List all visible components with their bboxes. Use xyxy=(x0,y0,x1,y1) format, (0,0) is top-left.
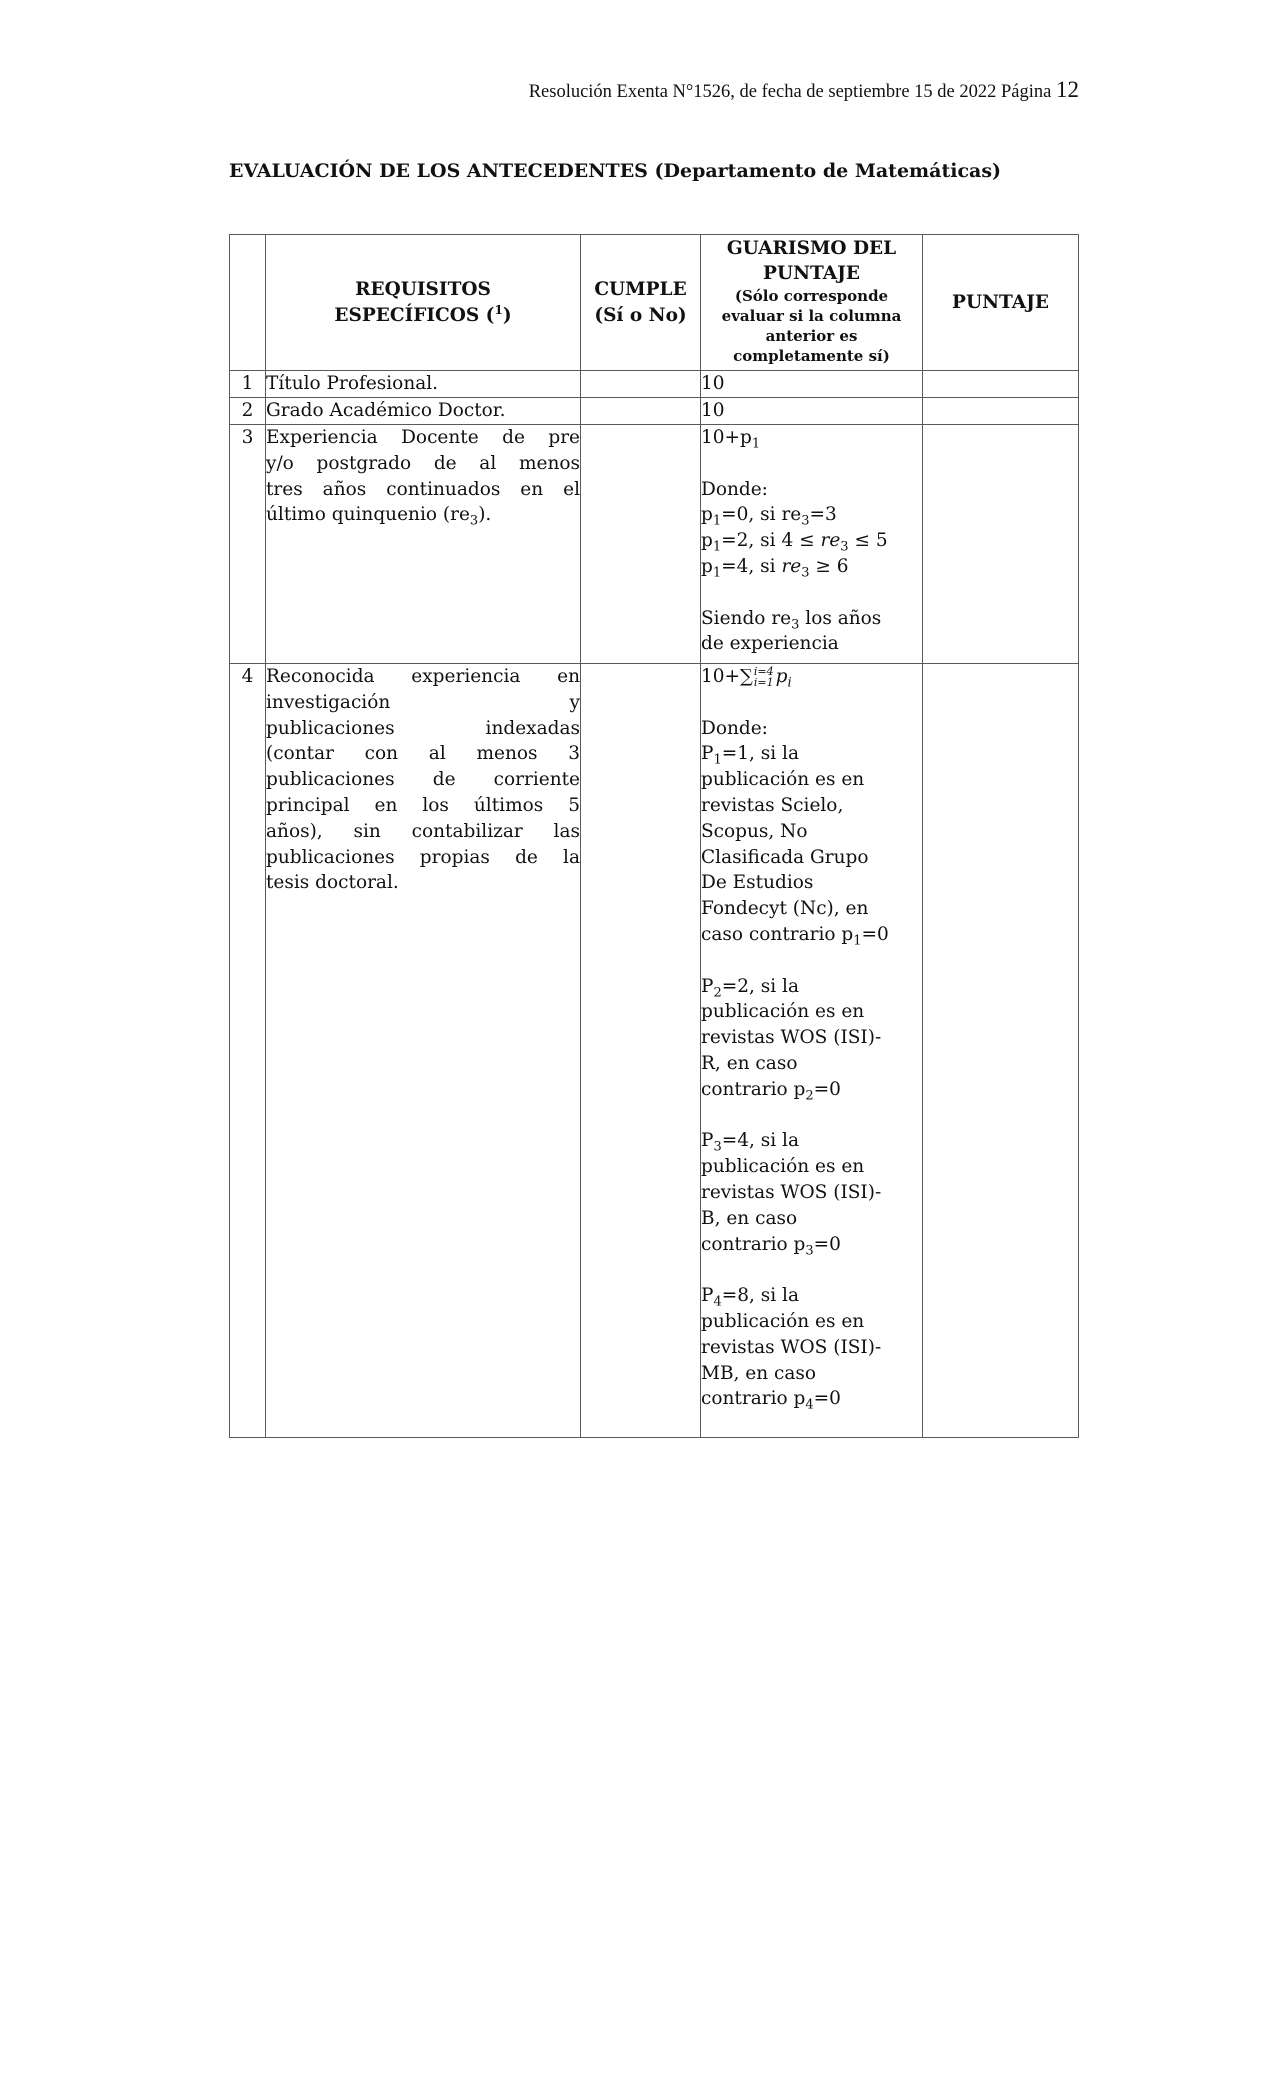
math-var: re xyxy=(820,530,841,552)
block-text: contrario p xyxy=(701,1078,806,1100)
requisito-line: Experiencia Docente de pre xyxy=(266,427,580,448)
subscript: 4 xyxy=(805,1398,814,1413)
spacer xyxy=(701,948,922,974)
puntaje-cell[interactable] xyxy=(923,664,1079,1438)
block-text: =8, si la xyxy=(721,1285,800,1307)
block-line: publicación es en xyxy=(701,1001,865,1023)
document-title: EVALUACIÓN DE LOS ANTECEDENTES (Departamento de Matemáticas) xyxy=(229,160,1002,182)
requisito-text: ). xyxy=(478,504,492,526)
guarismo-cell: 10 xyxy=(701,371,923,398)
var: p xyxy=(701,504,713,526)
condition-line xyxy=(701,554,922,580)
var: p xyxy=(701,530,713,552)
spacer xyxy=(701,451,922,477)
spacer xyxy=(701,580,922,606)
block-line: revistas WOS (ISI)- xyxy=(701,1027,882,1049)
cumple-cell[interactable] xyxy=(581,371,701,398)
block-line: Fondecyt (Nc), en xyxy=(701,898,869,920)
math-var: re xyxy=(781,555,802,577)
header-guarismo-line1: GUARISMO DEL xyxy=(726,238,897,259)
header-cumple-line1: CUMPLE xyxy=(594,278,687,300)
spacer xyxy=(701,690,922,716)
block-text: =0 xyxy=(861,923,889,945)
block-text: =0 xyxy=(813,1388,841,1410)
subscript: 1 xyxy=(712,514,722,530)
header-text: Resolución Exenta N°1526, de fecha de septiembre 15 de 2022 Página xyxy=(528,82,1052,102)
guarismo-cell: 10 xyxy=(701,398,923,425)
sum-lower: i=1 xyxy=(753,676,774,689)
sum-formula xyxy=(701,664,922,690)
subscript: 3 xyxy=(801,565,810,581)
block-text: =2, si la xyxy=(721,975,800,997)
block-line: publicación es en xyxy=(701,769,865,791)
var: P xyxy=(701,1130,714,1152)
condition-text: ≤ 5 xyxy=(848,530,888,552)
requisito-line: publicaciones indexadas xyxy=(266,717,580,739)
block-line xyxy=(701,1283,922,1309)
var: P xyxy=(701,1285,714,1307)
condition-text: =4, si xyxy=(721,555,782,577)
block-line: revistas WOS (ISI)- xyxy=(701,1336,882,1358)
block-line: revistas Scielo, xyxy=(701,794,844,816)
condition-text: =0, si re xyxy=(721,504,802,526)
page-number: 12 xyxy=(1056,77,1079,102)
spacer xyxy=(701,1257,922,1283)
requisito-line: y/o postgrado de al menos xyxy=(266,452,580,474)
requisito-line: publicaciones propias de la xyxy=(266,846,580,868)
subscript: 1 xyxy=(751,436,761,452)
subscript: i xyxy=(787,675,792,691)
formula-text: 10+p xyxy=(701,427,752,448)
sum-upper: i=4 xyxy=(753,665,774,678)
requisito-line: principal en los últimos 5 xyxy=(266,794,580,816)
subscript: 3 xyxy=(713,1140,722,1156)
formula-text: 10+ xyxy=(701,666,741,687)
header-requisitos-text: ESPECÍFICOS ( xyxy=(334,304,495,326)
requisito-line: Reconocida experiencia en xyxy=(266,666,580,687)
table-row xyxy=(230,425,1079,664)
header-requisitos-line2 xyxy=(266,303,580,329)
header-cumple-line2: (Sí o No) xyxy=(594,304,687,326)
block-line xyxy=(701,1386,922,1412)
puntaje-cell[interactable] xyxy=(923,398,1079,425)
siendo-line: de experiencia xyxy=(701,633,839,655)
var: p xyxy=(701,555,713,577)
siendo-text: los años xyxy=(799,607,882,629)
table-row xyxy=(230,664,1079,1438)
requisito-line: tres años continuados en el xyxy=(266,478,580,500)
requisito-line: años), sin contabilizar las xyxy=(266,820,580,842)
requisito-cell: Título Profesional. xyxy=(266,371,581,398)
header-number xyxy=(230,235,266,371)
requisito-cell xyxy=(266,664,581,1438)
block-line: revistas WOS (ISI)- xyxy=(701,1181,882,1203)
subscript: 2 xyxy=(713,985,722,1001)
condition-text: =3 xyxy=(809,504,837,526)
block-line: publicación es en xyxy=(701,1310,865,1332)
formula xyxy=(701,425,922,451)
puntaje-cell[interactable] xyxy=(923,371,1079,398)
var: P xyxy=(701,975,714,997)
block-text: =0 xyxy=(813,1233,841,1255)
subscript: 2 xyxy=(805,1088,814,1104)
guarismo-cell xyxy=(701,425,923,664)
row-number: 3 xyxy=(230,425,266,664)
block-text: =1, si la xyxy=(721,743,800,765)
siendo-text: Siendo re xyxy=(701,607,792,629)
requisito-line: investigación y xyxy=(266,691,580,713)
puntaje-cell[interactable] xyxy=(923,425,1079,664)
row-number: 4 xyxy=(230,664,266,1438)
cumple-cell[interactable] xyxy=(581,664,701,1438)
header-cumple xyxy=(581,235,701,371)
condition-line xyxy=(701,528,922,554)
header-requisitos xyxy=(266,235,581,371)
donde-label: Donde: xyxy=(701,478,768,500)
block-text: contrario p xyxy=(701,1388,806,1410)
table-header-row xyxy=(230,235,1079,371)
header-guarismo xyxy=(701,235,923,371)
header-requisitos-line1: REQUISITOS xyxy=(355,278,491,300)
block-line xyxy=(701,974,922,1000)
subscript: 1 xyxy=(853,933,862,949)
block-line: publicación es en xyxy=(701,1156,865,1178)
row-number: 1 xyxy=(230,371,266,398)
block-line xyxy=(701,1077,922,1103)
subscript: 4 xyxy=(713,1294,722,1310)
block-line: R, en caso xyxy=(701,1052,798,1074)
block-line xyxy=(701,741,922,767)
condition-text: ≥ 6 xyxy=(809,555,849,577)
table-row xyxy=(230,371,1079,398)
cumple-cell[interactable] xyxy=(581,425,701,664)
block-line: Clasificada Grupo xyxy=(701,846,869,868)
header-guarismo-note: (Sólo corresponde evaluar si la columna anterior es completamente sí) xyxy=(721,287,902,365)
spacer xyxy=(701,1103,922,1129)
block-line: Scopus, No xyxy=(701,820,808,842)
siendo-line xyxy=(701,606,922,632)
block-line xyxy=(701,922,922,948)
block-text: =4, si la xyxy=(721,1130,800,1152)
condition-line xyxy=(701,502,922,528)
block-line: De Estudios xyxy=(701,872,814,894)
block-text: =0 xyxy=(813,1078,841,1100)
subscript: 3 xyxy=(805,1243,814,1259)
requisito-line: tesis doctoral. xyxy=(266,872,399,894)
subscript: 3 xyxy=(801,514,810,530)
header-puntaje: PUNTAJE xyxy=(923,235,1079,371)
subscript: 1 xyxy=(713,753,722,769)
var: P xyxy=(701,743,714,765)
requisito-text: último quinquenio (re xyxy=(266,504,470,526)
sum-limits xyxy=(754,666,774,688)
block-text: caso contrario p xyxy=(701,923,854,945)
math-var: p xyxy=(775,666,788,687)
subscript: 3 xyxy=(791,617,800,633)
subscript: 3 xyxy=(840,539,849,555)
page-header xyxy=(529,77,1079,103)
block-line: MB, en caso xyxy=(701,1362,817,1384)
header-requisitos-close: ) xyxy=(502,304,512,326)
subscript: 3 xyxy=(469,514,479,530)
block-text: contrario p xyxy=(701,1233,806,1255)
cumple-cell[interactable] xyxy=(581,398,701,425)
header-guarismo-line2: PUNTAJE xyxy=(763,263,860,284)
requisito-cell: Grado Académico Doctor. xyxy=(266,398,581,425)
row-number: 2 xyxy=(230,398,266,425)
guarismo-cell xyxy=(701,664,923,1438)
sum-symbol: ∑ xyxy=(740,666,753,687)
requisito-line: (contar con al menos 3 xyxy=(266,743,580,765)
subscript: 1 xyxy=(712,565,722,581)
footnote-ref: 1 xyxy=(494,302,503,317)
requisito-line xyxy=(266,502,580,528)
block-line xyxy=(701,1232,922,1258)
donde-label: Donde: xyxy=(701,717,768,739)
condition-text: =2, si 4 ≤ xyxy=(721,530,821,552)
block-line: B, en caso xyxy=(701,1207,798,1229)
table-row xyxy=(230,398,1079,425)
requisito-cell xyxy=(266,425,581,664)
evaluation-table xyxy=(229,234,1079,1438)
subscript: 1 xyxy=(712,539,722,555)
requisito-line: publicaciones de corriente xyxy=(266,769,580,791)
block-line xyxy=(701,1128,922,1154)
